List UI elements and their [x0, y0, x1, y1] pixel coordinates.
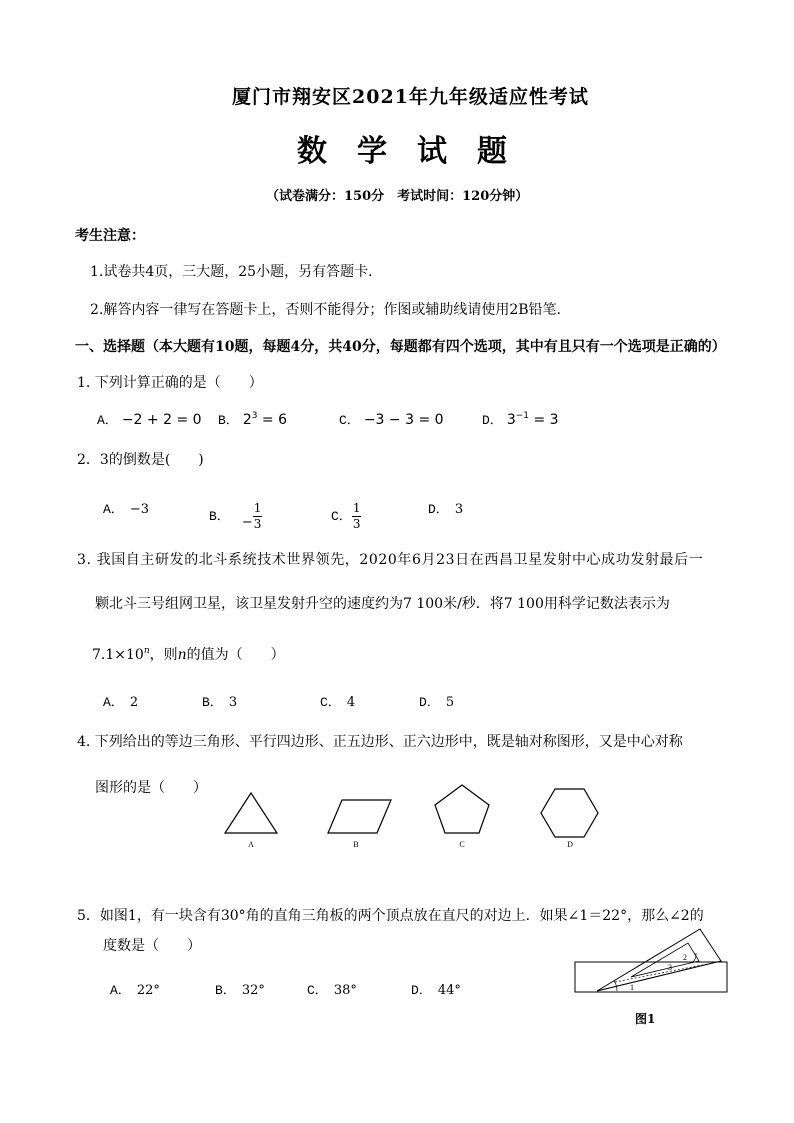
parallelogram-shape: [328, 800, 391, 833]
set-square-inner-shape: [631, 943, 699, 977]
option-label: C．: [331, 509, 352, 524]
option-value: 2: [129, 695, 139, 710]
variable-n: n: [177, 647, 187, 663]
q2-stem: 2．3的倒数是( ): [77, 452, 204, 468]
power-exponent: 3: [251, 411, 258, 421]
option-label: B．: [218, 413, 239, 428]
fraction: [253, 501, 263, 532]
q3-option-a: [103, 694, 138, 712]
q3-option-d: [419, 694, 454, 712]
option-label: D．: [428, 502, 449, 517]
power-exponent: −1: [515, 411, 530, 421]
minus-sign: −: [241, 515, 253, 530]
option-value: 5: [445, 695, 455, 710]
equilateral-triangle-shape: [225, 793, 277, 833]
option-label: B．: [202, 695, 223, 710]
notice-item: 2.解答内容一律写在答题卡上，否则不能得分；作图或辅助线请使用2B铅笔.: [90, 302, 562, 318]
option-value: 32°: [241, 983, 265, 998]
exam-title: 厦门市翔安区2021年九年级适应性考试: [232, 86, 589, 108]
dashed-auxiliary-line: [615, 962, 718, 982]
fraction-numerator: 1: [352, 501, 361, 515]
q2-option-b: [209, 501, 262, 532]
stem-text: ，则: [149, 647, 178, 663]
q4-shapes-figure: [215, 780, 610, 852]
regular-pentagon-shape: [435, 785, 489, 833]
scientific-mantissa: 7.1×10: [92, 647, 144, 663]
ruler-shape: [575, 962, 727, 992]
option-label: D．: [482, 413, 503, 428]
regular-hexagon-shape: [541, 789, 598, 837]
q2-option-d: [428, 501, 463, 519]
q2-option-a: [103, 501, 149, 519]
q3-option-b: [202, 694, 237, 712]
option-label: B．: [215, 983, 236, 998]
shape-label-d: D: [567, 840, 573, 849]
option-label: B．: [209, 509, 230, 524]
q3-stem-line: 3. 我国自主研发的北斗系统技术世界领先，2020年6月23日在西昌卫星发射中心成功发射最后一: [77, 552, 704, 568]
shape-label-a: A: [248, 840, 254, 849]
option-value: 22°: [136, 983, 160, 998]
power-base: 3: [506, 412, 516, 428]
exam-info: （试卷满分：150分 考试时间：120分钟）: [266, 189, 529, 204]
option-value: 4: [346, 695, 356, 710]
option-label: A．: [97, 413, 118, 428]
option-label: C．: [339, 413, 360, 428]
option-expression: −2 + 2 = 0: [121, 412, 202, 428]
q2-option-c: [331, 501, 361, 532]
fraction-numerator: 1: [253, 501, 262, 515]
option-expression: [507, 412, 559, 428]
q1-option-b: [218, 411, 287, 430]
option-label: C．: [320, 695, 341, 710]
section-heading: 一、选择题（本大题有10题，每题4分，共40分，每题都有四个选项，其中有且只有一个选项是正确的）: [75, 339, 726, 355]
angle-label-2: 2: [683, 953, 687, 962]
option-value: −3: [129, 502, 149, 517]
q5-option-b: [215, 982, 265, 1000]
notice-item: 1.试卷共4页，三大题，25小题，另有答题卡．: [90, 264, 383, 280]
angle-label-3: 3: [668, 963, 672, 972]
expression-rest: = 6: [257, 412, 288, 428]
angle-label-1: 1: [630, 983, 634, 992]
q5-stem-line: 度数是（ ）: [103, 938, 201, 954]
q1-option-c: [339, 411, 444, 430]
shape-label-b: B: [353, 840, 359, 849]
q1-option-d: [482, 411, 559, 430]
option-value: 3: [454, 502, 464, 517]
fraction: [352, 501, 362, 532]
option-value: 44°: [437, 983, 461, 998]
q5-option-c: [307, 982, 357, 1000]
fraction-denominator: 3: [253, 517, 262, 531]
q4-stem-line: 4. 下列给出的等边三角形、平行四边形、正五边形、正六边形中，既是轴对称图形，又是中心对称: [77, 734, 683, 750]
q5-option-d: [411, 982, 461, 1000]
option-label: C．: [307, 983, 328, 998]
expression-rest: = 3: [529, 412, 559, 428]
q3-stem-line: 颗北斗三号组网卫星，该卫星发射升空的速度约为7 100米/秒．将7 100用科学记数法表示为: [95, 596, 670, 612]
option-label: A．: [110, 983, 131, 998]
power-base: 2: [242, 412, 252, 428]
scientific-exponent: n: [143, 646, 150, 656]
q1-stem: 1. 下列计算正确的是（ ）: [77, 375, 263, 391]
option-label: D．: [411, 983, 432, 998]
option-label: D．: [419, 695, 440, 710]
option-value: 3: [228, 695, 238, 710]
fraction-denominator: 3: [352, 517, 361, 531]
option-expression: −3 − 3 = 0: [363, 412, 444, 428]
subject-title: 数 学 试 题: [297, 134, 507, 169]
q5-option-a: [110, 982, 160, 1000]
option-label: A．: [103, 695, 124, 710]
option-value: 38°: [333, 983, 357, 998]
q1-option-a: [97, 411, 202, 430]
q4-stem-line: 图形的是（ ）: [95, 780, 207, 796]
notice-heading: 考生注意：: [75, 228, 145, 244]
shape-label-c: C: [459, 840, 465, 849]
figure-caption: 图1: [635, 1012, 656, 1026]
option-expression: [243, 412, 287, 428]
stem-text: 的值为（ ）: [186, 647, 285, 663]
q3-option-c: [320, 694, 355, 712]
option-label: A．: [103, 502, 124, 517]
q3-stem-line: [92, 646, 285, 664]
q5-stem-line: 5．如图1，有一块含有30°角的直角三角板的两个顶点放在直尺的对边上．如果∠1＝22°，那么∠2的: [77, 908, 704, 924]
q5-ruler-triangle-figure: [570, 920, 735, 1000]
